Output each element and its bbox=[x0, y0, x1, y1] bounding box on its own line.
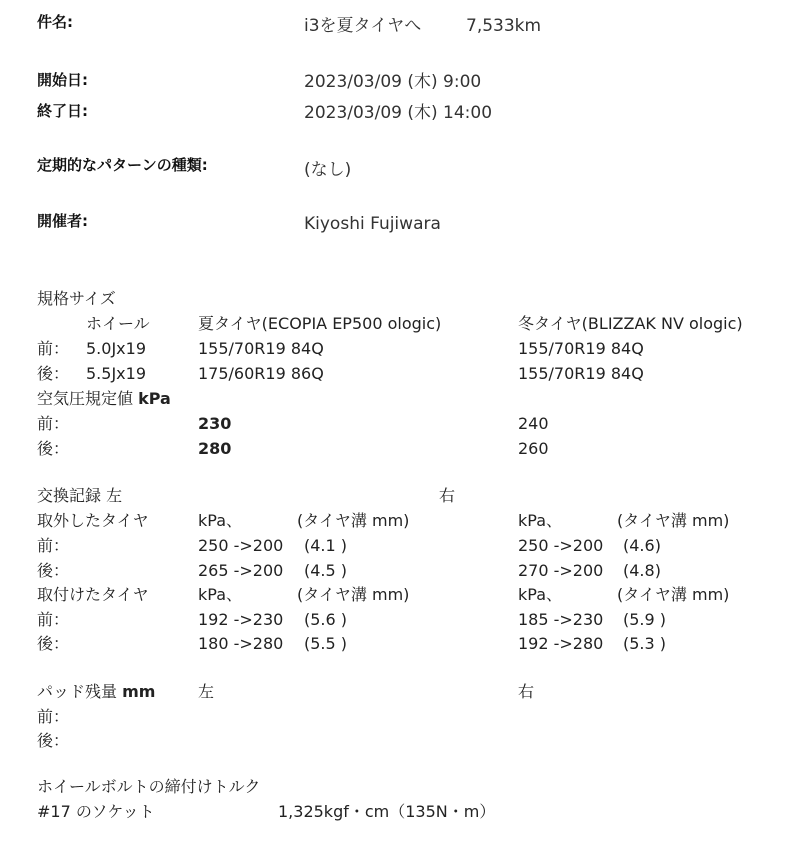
torque-title: ホイールボルトの締付けトルク bbox=[37, 777, 261, 796]
removed-label: 取外したタイヤ bbox=[37, 511, 149, 530]
removed-right-kpa-head: kPa、 bbox=[518, 511, 563, 530]
spec-row-front-summer: 155/70R19 84Q bbox=[198, 339, 324, 358]
removed-rear-left-kpa: 265 ->200 bbox=[198, 561, 284, 580]
installed-label: 取付けたタイヤ bbox=[37, 585, 149, 604]
end-label: 終了日: bbox=[37, 102, 88, 120]
spec-title: 規格サイズ bbox=[37, 289, 116, 308]
spec-row-front-pos: 前： bbox=[37, 339, 70, 358]
subject-label: 件名: bbox=[37, 13, 73, 31]
installed-front-left-kpa: 192 ->230 bbox=[198, 610, 284, 629]
installed-left-groove-head: (タイヤ溝 mm) bbox=[297, 585, 410, 604]
pressure-rear-winter: 260 bbox=[518, 439, 549, 458]
spec-row-front-wheel: 5.0Jx19 bbox=[86, 339, 146, 358]
spec-row-rear-summer: 175/60R19 86Q bbox=[198, 364, 324, 383]
pressure-front-pos: 前： bbox=[37, 414, 70, 433]
installed-rear-left-mm: (5.5 ) bbox=[304, 634, 348, 653]
pressure-front-summer: 230 bbox=[198, 414, 232, 433]
pressure-rear-pos: 後： bbox=[37, 439, 70, 458]
removed-rear-right-kpa: 270 ->200 bbox=[518, 561, 604, 580]
recurrence-label: 定期的なパターンの種類: bbox=[37, 156, 208, 174]
installed-right-kpa-head: kPa、 bbox=[518, 585, 563, 604]
exchange-right-label: 右 bbox=[439, 486, 456, 505]
installed-front-right-kpa: 185 ->230 bbox=[518, 610, 604, 629]
pressure-title: 空気圧規定値 kPa bbox=[37, 389, 171, 408]
removed-front-pos: 前： bbox=[37, 536, 70, 555]
exchange-title: 交換記録 左 bbox=[37, 486, 123, 505]
spec-row-rear-winter: 155/70R19 84Q bbox=[518, 364, 644, 383]
removed-rear-right-mm: (4.8) bbox=[623, 561, 661, 580]
end-value: 2023/03/09 (木) 14:00 bbox=[304, 103, 493, 123]
installed-front-left-mm: (5.6 ) bbox=[304, 610, 348, 629]
spec-col-winter: 冬タイヤ(BLIZZAK NV ologic) bbox=[518, 314, 743, 333]
installed-rear-right-mm: (5.3 ) bbox=[623, 634, 667, 653]
installed-rear-right-kpa: 192 ->280 bbox=[518, 634, 604, 653]
spec-col-summer: 夏タイヤ(ECOPIA EP500 ologic) bbox=[198, 314, 442, 333]
spec-row-rear-wheel: 5.5Jx19 bbox=[86, 364, 146, 383]
start-value: 2023/03/09 (木) 9:00 bbox=[304, 72, 482, 92]
removed-front-right-kpa: 250 ->200 bbox=[518, 536, 604, 555]
removed-front-left-kpa: 250 ->200 bbox=[198, 536, 284, 555]
pads-left-label: 左 bbox=[198, 682, 215, 701]
installed-rear-left-kpa: 180 ->280 bbox=[198, 634, 284, 653]
installed-right-groove-head: (タイヤ溝 mm) bbox=[617, 585, 730, 604]
removed-rear-left-mm: (4.5 ) bbox=[304, 561, 348, 580]
removed-front-right-mm: (4.6) bbox=[623, 536, 661, 555]
pads-right-label: 右 bbox=[518, 682, 535, 701]
removed-left-kpa-head: kPa、 bbox=[198, 511, 243, 530]
spec-row-rear-pos: 後： bbox=[37, 364, 70, 383]
removed-right-groove-head: (タイヤ溝 mm) bbox=[617, 511, 730, 530]
pads-front-pos: 前： bbox=[37, 707, 70, 726]
pads-title: パッド残量 mm bbox=[37, 682, 156, 701]
pressure-front-winter: 240 bbox=[518, 414, 549, 433]
removed-front-left-mm: (4.1 ) bbox=[304, 536, 348, 555]
torque-value: 1,325kgf・cm（135N・m） bbox=[278, 802, 496, 821]
removed-left-groove-head: (タイヤ溝 mm) bbox=[297, 511, 410, 530]
start-label: 開始日: bbox=[37, 71, 88, 89]
subject-value: i3を夏タイヤへ bbox=[304, 16, 422, 36]
spec-row-front-winter: 155/70R19 84Q bbox=[518, 339, 644, 358]
subject-odometer: 7,533km bbox=[466, 16, 542, 36]
installed-front-right-mm: (5.9 ) bbox=[623, 610, 667, 629]
installed-left-kpa-head: kPa、 bbox=[198, 585, 243, 604]
spec-col-wheel: ホイール bbox=[86, 314, 150, 333]
pads-unit: mm bbox=[122, 682, 156, 701]
organizer-value: Kiyoshi Fujiwara bbox=[304, 214, 441, 234]
pads-rear-pos: 後： bbox=[37, 731, 70, 750]
recurrence-value: (なし) bbox=[304, 160, 352, 180]
pressure-rear-summer: 280 bbox=[198, 439, 232, 458]
removed-rear-pos: 後： bbox=[37, 561, 70, 580]
torque-socket: #17 のソケット bbox=[37, 802, 155, 821]
installed-front-pos: 前： bbox=[37, 610, 70, 629]
organizer-label: 開催者: bbox=[37, 212, 88, 230]
installed-rear-pos: 後： bbox=[37, 634, 70, 653]
pressure-unit: kPa bbox=[138, 389, 171, 408]
